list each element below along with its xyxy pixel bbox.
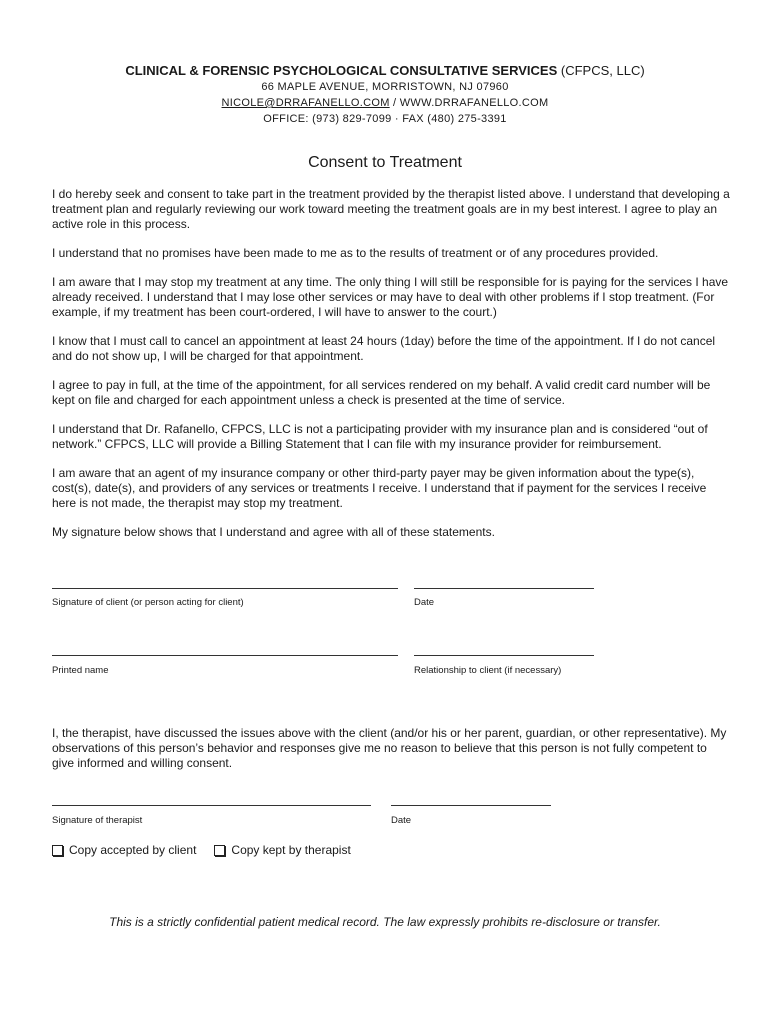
address-line: 66 MAPLE AVENUE, MORRISTOWN, NJ 07960 [261,81,509,93]
letterhead [0,62,770,127]
consent-paragraph: I am aware that I may stop my treatment at any time. The only thing I will still be responsible for is paying for the services I have already received. I understand that I may lose other services or may have to deal with other problems if I stop treatment. (For example, if my treatment has been court-ordered, I will have to answer to the court.) [52,275,729,319]
consent-paragraph: I do hereby seek and consent to take part in the treatment provided by the therapist listed above. I understand that developing a treatment plan and regularly reviewing our work toward meeting the treatment goals are in my best interest. I agree to play an active role in this process. [52,187,730,231]
copy-kept-label: Copy kept by therapist [231,843,351,857]
checkbox-icon[interactable] [214,845,225,856]
document-title: Consent to Treatment [308,154,462,171]
therapist-statement: I, the therapist, have discussed the issues above with the client (and/or his or her parent, guardian, or other representative). My observations of this person’s behavior and responses give me no reason to believe that this person is not fully competent to give informed and willing consent. [52,726,727,770]
client-signature-line[interactable] [52,588,398,589]
therapist-date-label: Date [391,815,412,826]
checkbox-icon[interactable] [52,845,63,856]
therapist-signature-line[interactable] [52,805,371,806]
copy-accepted-label: Copy accepted by client [69,843,197,857]
client-date-label: Date [414,597,435,608]
relationship-line[interactable] [414,655,594,656]
consent-paragraph: My signature below shows that I understand and agree with all of these statements. [52,525,495,539]
confidentiality-footer: This is a strictly confidential patient medical record. The law expressly prohibits re-disclosure or transfer. [109,915,661,929]
consent-body [52,187,732,554]
consent-paragraph: I agree to pay in full, at the time of the appointment, for all services rendered on my behalf. A valid credit card number will be kept on file and charged for each appointment unless a check is presented at the time of service. [52,378,711,407]
copy-checkboxes [52,842,351,858]
contact-separator: / [389,97,400,109]
organization-name: CLINICAL & FORENSIC PSYCHOLOGICAL CONSULTATIVE SERVICES [125,63,558,78]
consent-paragraph: I understand that Dr. Rafanello, CFPCS, LLC is not a participating provider with my insurance plan and is considered “out of network.” CFPCS, LLC will provide a Billing Statement that I can file with my insurance provider for reimbursement. [52,422,708,451]
email-link[interactable]: NICOLE@DRRAFANELLO.COM [221,97,390,109]
consent-paragraph: I know that I must call to cancel an appointment at least 24 hours (1day) before the time of the appointment. If I do not cancel and do not show up, I will be charged for that appointment. [52,334,716,363]
client-signature-label: Signature of client (or person acting for client) [52,597,244,608]
copy-accepted-checkbox[interactable] [52,842,196,858]
consent-paragraph: I am aware that an agent of my insurance company or other third-party payer may be given information about the type(s), cost(s), date(s), and providers of any services or treatments I receive. I understand that if payment for the services I receive here is not made, the therapist may stop my treatment. [52,466,707,510]
consent-paragraph: I understand that no promises have been made to me as to the results of treatment or of any procedures provided. [52,246,659,260]
contact-line [0,95,770,111]
website-link[interactable]: WWW.DRRAFANELLO.COM [399,97,549,109]
printed-name-line[interactable] [52,655,398,656]
relationship-label: Relationship to client (if necessary) [414,665,562,676]
organization-line [0,62,770,79]
copy-kept-checkbox[interactable] [214,842,350,858]
therapist-signature-label: Signature of therapist [52,815,143,826]
printed-name-label: Printed name [52,665,109,676]
client-date-line[interactable] [414,588,594,589]
therapist-date-line[interactable] [391,805,551,806]
phone-fax-line: OFFICE: (973) 829-7099 · FAX (480) 275-3391 [263,113,507,125]
organization-abbreviation: (CFPCS, LLC) [557,63,645,78]
